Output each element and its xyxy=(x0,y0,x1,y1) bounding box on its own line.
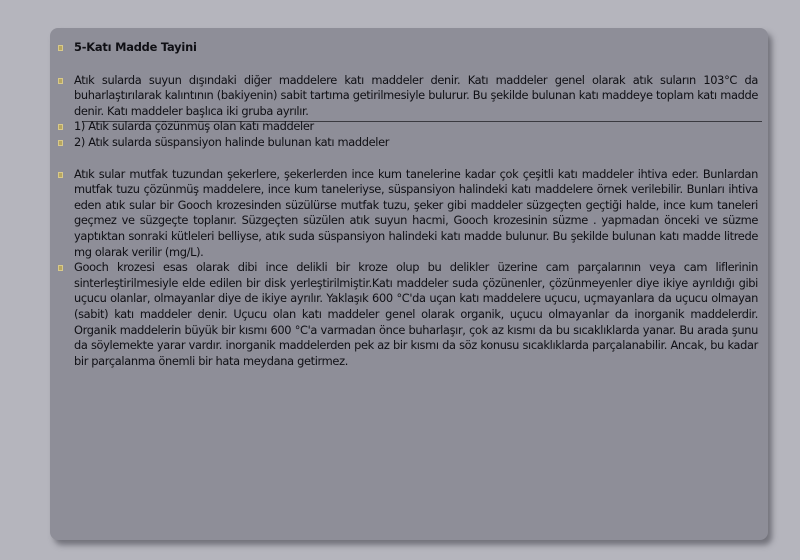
square-bullet-icon xyxy=(58,265,63,271)
slide-title-item xyxy=(58,40,758,56)
square-bullet-icon xyxy=(58,172,63,178)
square-bullet-icon xyxy=(58,124,63,130)
intro-text: Atık sularda suyun dışındaki diğer maddelere katı maddeler denir. Katı maddeler genel olarak atık suların 103°C da buharlaştırılarak kalıntının (bakiyenin) sabit tartıma getirilmesiyle bulurur. Bu şekilde bulunan katı maddeye toplam katı madde denir. Katı maddeler başlıca iki gruba ayrılır. xyxy=(74,72,758,118)
spacer xyxy=(58,151,758,167)
square-bullet-icon xyxy=(58,45,63,51)
group-text-2: 2) Atık sularda süspansiyon halinde bulunan katı maddeler xyxy=(74,134,390,149)
slide-content xyxy=(58,40,758,369)
group-item-1 xyxy=(58,119,758,135)
slide-title: 5-Katı Madde Tayini xyxy=(74,40,197,54)
intro-item xyxy=(58,73,758,120)
paragraph-item-3 xyxy=(58,260,758,369)
paragraph-text-2: Atık sular mutfak tuzundan şekerlere, şekerlerden ince kum tanelerine kadar çok çeşitli katı maddeler ihtiva eder. Bunlardan mutfak tuzu çözünmüş maddelere, ince kum taneleriyse, süspansiyon halindeki katı maddelere örnek verilebilir. Bunları ihtiva eden atık sular bir Gooch krozesinden süzülürse mutfak tuzu, şeker gibi maddeler süzgeçten geçtiği halde, ince kum taneleri geçmez ve süzgeçte toplanır. Süzgeçten süzülen atık suyun hacmi, Gooch krozesinin süzme . yapmadan önceki ve süzme yaptıktan sonraki kütleleri belliyse, atık suda süspansiyon halindeki katı madde bulunur. Bu şekilde bulunan katı madde litrede mg olarak verilir (mg/L). xyxy=(74,166,758,259)
square-bullet-icon xyxy=(58,78,63,84)
group-text-1: 1) Atık sularda çözünmüş olan katı maddeler xyxy=(74,119,314,134)
paragraph-text-3: Gooch krozesi esas olarak dibi ince delikli bir kroze olup bu delikler üzerine cam parçalarının veya cam liflerinin sinterleştirilmesiyle elde edilen bir disk yerleştirilmiştir.Katı maddeler suda çözünenler, çözünmeyenler diye ikiye ayrıldığı gibi uçucu olanlar, olmayanlar diye de ikiye ayrılır. Yaklaşık 600 °C'da uçan katı maddelere uçucu, uçmayanlara da uçucu olmayan (sabit) katı maddeler denir. Uçucu olan katı maddeler genel olarak organik, uçucu olmayanlar da inorganik maddelerdir. Organik maddelerin büyük bir kısmı 600 °C'a varmadan önce buharlaşır, çok az kısmı da bu sıcaklıklarda yanar. Bu arada şunu da söylemekte yarar vardır. inorganik maddelerden pek az bir kısmı da söz konusu sıcaklıklarda parçalanabilir. Ancak, bu kadar bir parçalanma önemli bir hata meydana getirmez. xyxy=(74,260,758,368)
paragraph-item-2 xyxy=(58,167,758,261)
group-item-2 xyxy=(58,135,758,151)
spacer xyxy=(58,56,758,73)
square-bullet-icon xyxy=(58,140,63,146)
